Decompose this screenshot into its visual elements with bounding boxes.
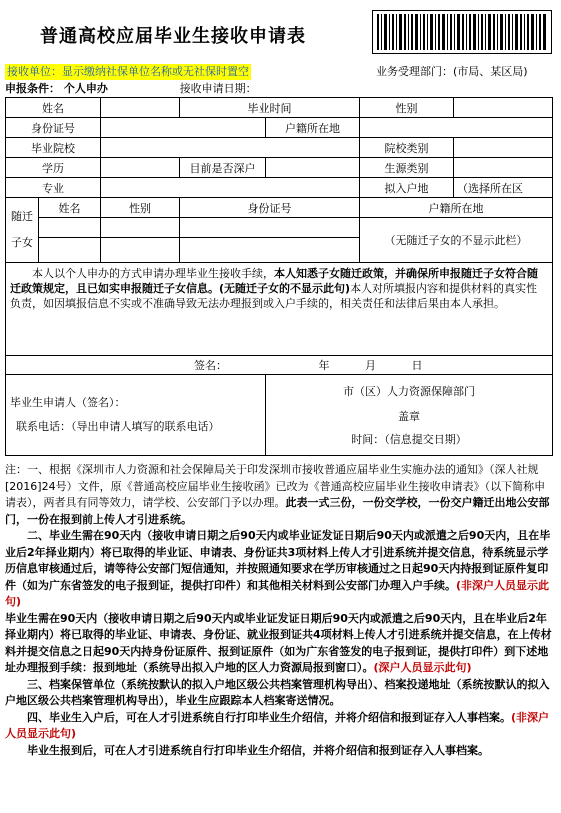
note-5 [5, 710, 554, 743]
apply-date-label: 接收申请日期： [179, 82, 257, 95]
recipient-unit: 接收单位：显示缴纳社保单位名称或无社保时置空 [7, 65, 249, 78]
label-move-in: 拟入户地 [360, 178, 454, 198]
application-form [5, 97, 553, 456]
children-label: 随迁子女 [6, 198, 39, 263]
value-origin-type[interactable] [454, 158, 553, 178]
time-label: 时间：（信息提交日期） [351, 432, 467, 446]
sign-day: 日 [411, 359, 423, 372]
sign-year: 年 [318, 359, 330, 372]
sign-month: 月 [365, 359, 376, 372]
child-gender-header: 性别 [101, 198, 180, 218]
form-title: 普通高校应届毕业生接收申请表 [40, 26, 306, 47]
value-school-type[interactable] [454, 138, 553, 158]
note-1-bold: 此表一式三份，一份交学校，一份交户籍迁出地公安部门，一份在报到前上传人才引进系统。 [5, 496, 550, 526]
value-education[interactable] [101, 158, 180, 178]
value-name[interactable] [101, 98, 180, 118]
label-education: 学历 [6, 158, 101, 178]
child-gender-cell-2[interactable] [101, 238, 180, 263]
barcode [372, 10, 552, 54]
seal-label: 盖章 [398, 409, 420, 423]
label-major: 专业 [6, 178, 101, 198]
value-major[interactable] [101, 178, 360, 198]
label-name: 姓名 [6, 98, 101, 118]
note-2-text: 二、毕业生需在90天内（接收申请日期之后90天内或毕业证发证日期后90天内或派遣之后90天内，且在毕业后2年择业期内）将已取得的毕业证、申请表、身份证共3项材料上传人才引进系统并提交信息，待系统显示学历信息审核通过后，请等待公安部门短信通知，并按照通知要求在学历审核通过之日起90天内持报到证原件复印件（如为广东省签发的电子报到证，提供打印件）和其他相关材料到公安部门办理入户手续。 [5, 529, 551, 592]
note-5-text: 四、毕业生入户后，可在人才引进系统自行打印毕业生介绍信，并将介绍信和报到证存入人事档案。 [27, 710, 511, 724]
note-3-text: 毕业生需在90天内（接收申请日期之后90天内或毕业证发证日期后90天内或派遣之后90天内，且在毕业后2年择业期内）将已取得的毕业证、申请表、身份证、就业报到证共4项材料上传人才引进系统并提交信息，在上传材料并提交信息之日起90天内持身份证原件、报到证原件（如为广东省签发的电子报到证，提供打印件）到下述地址办理报到手续：报到地址（系统导出拟入户地的区人力资源局报到窗口）。 [5, 611, 552, 674]
value-gender[interactable] [454, 98, 553, 118]
declaration [6, 263, 553, 356]
note-6: 毕业生报到后，可在人才引进系统自行打印毕业生介绍信，并将介绍信和报到证存入人事档案。 [27, 743, 489, 757]
declaration-text-1: 本人以个人申办的方式申请办理毕业生接收手续， [32, 267, 274, 280]
applicant-label: 毕业生申请人（签名）： [10, 396, 126, 409]
child-id-header: 身份证号 [180, 198, 360, 218]
child-name-cell-2[interactable] [39, 238, 101, 263]
label-gender: 性别 [360, 98, 454, 118]
sign-label: 签名： [194, 359, 227, 372]
declaration-text-2: 本人对所填报内容和提供材料的真实性负责，如因填报信息不实或不准确导致无法办理报到或入户手续的，相关责任和法律后果由本人承担。 [10, 282, 538, 310]
child-note: （无随迁子女的不显示此栏） [360, 218, 553, 263]
applicant-block [6, 375, 266, 456]
declaration-bold: 本人知悉子女随迁政策，并确保所申报随迁子女符合随迁政策规定，且已如实申报随迁子女信息。(无随迁子女的不显示此句) [10, 267, 538, 295]
phone-label: 联系电话：（导出申请人填写的联系电话） [16, 420, 220, 433]
label-origin-type: 生源类别 [360, 158, 454, 178]
value-move-in[interactable]: （选择所在区 [454, 178, 553, 198]
sign-row [6, 356, 553, 375]
label-is-shenzhen: 目前是否深户 [180, 158, 266, 178]
value-school[interactable] [101, 138, 360, 158]
note-3-red: (深户人员显示此句) [373, 661, 472, 674]
label-hukou: 户籍所在地 [266, 118, 360, 138]
dept-label: 市（区）人力资源保障部门 [343, 384, 475, 398]
label-school-type: 院校类别 [360, 138, 454, 158]
child-hukou-header: 户籍所在地 [360, 198, 553, 218]
child-id-cell[interactable] [180, 218, 360, 238]
child-id-cell-2[interactable] [180, 238, 360, 263]
notes-section [5, 462, 554, 759]
child-name-cell[interactable] [39, 218, 101, 238]
label-id-no: 身份证号 [6, 118, 101, 138]
business-dept: 业务受理部门：(市局、某区局) [376, 65, 528, 78]
barcode-graphic [373, 11, 551, 53]
note-1 [5, 462, 554, 528]
note-5-red: (非深户人员显示此句) [5, 710, 550, 740]
child-gender-cell[interactable] [101, 218, 180, 238]
value-id-no[interactable] [101, 118, 266, 138]
dept-block [266, 375, 553, 456]
apply-condition [5, 82, 257, 96]
note-2 [5, 528, 554, 611]
note-1-text: 注：一、根据《深圳市人力资源和社会保障局关于印发深圳市接收普通应届毕业生实施办法的通知》（深人社规[2016]24号）文件，原《普通高校应届毕业生接收函》已改为《普通高校应届毕业生接收申请表》（以下简称申请表），两者具有同等效力，请学校、公安部门予以办理。 [5, 463, 546, 509]
value-hukou[interactable] [360, 118, 553, 138]
label-school: 毕业院校 [6, 138, 101, 158]
note-4: 三、档案保管单位（系统按默认的拟入户地区级公共档案管理机构导出）、档案投递地址（系统按默认的拟入户地区级公共档案管理机构导出），毕业生应跟踪本人档案寄送情况。 [5, 677, 550, 707]
child-name-header: 姓名 [39, 198, 101, 218]
value-is-shenzhen[interactable] [266, 158, 360, 178]
condition-label: 申报条件： 个人申办 [5, 82, 108, 95]
note-2-red: (非深户人员显示此句) [5, 578, 550, 608]
label-grad-time: 毕业时间 [180, 98, 360, 118]
note-3 [5, 611, 554, 677]
